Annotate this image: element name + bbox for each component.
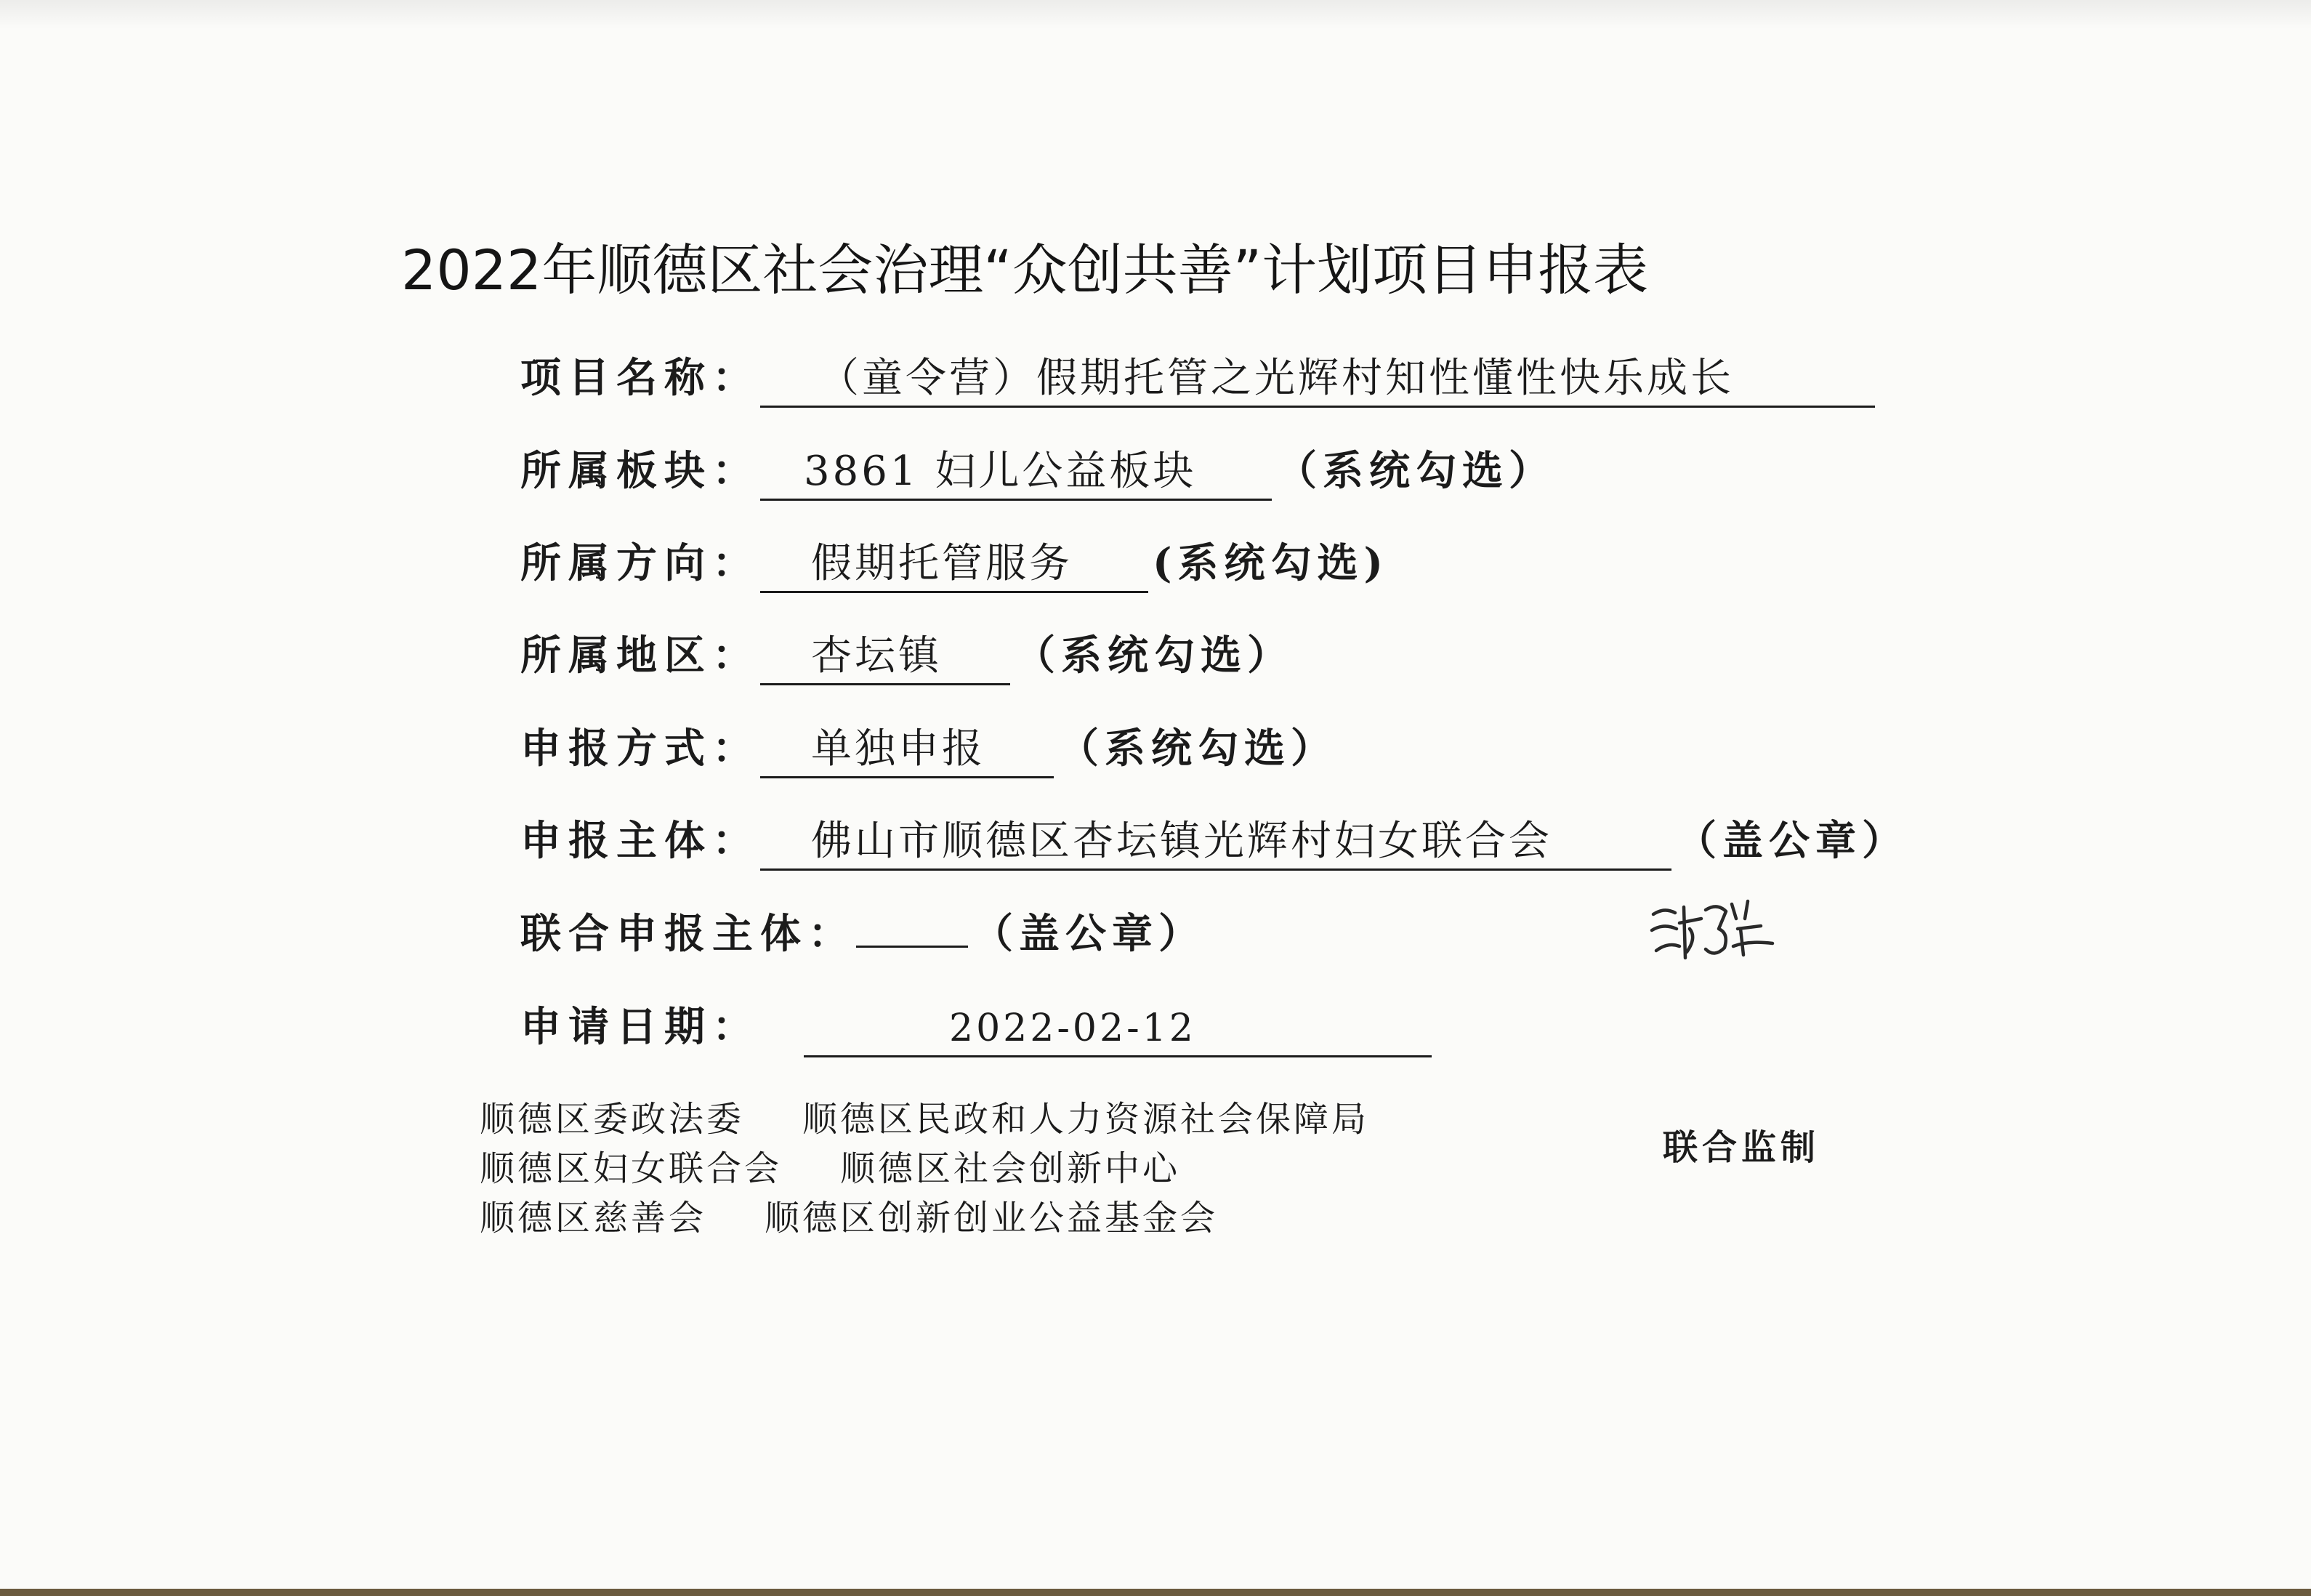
- field-region: [520, 623, 1294, 688]
- field-label: 申报主体：: [520, 817, 760, 865]
- field-note: （系统勾选）: [1015, 632, 1294, 680]
- field-project-name: [520, 345, 1875, 411]
- field-value: 3861 妇儿公益板块: [760, 445, 1272, 501]
- field-label: 项目名称：: [520, 354, 760, 402]
- organization-name: 顺德区委政法委: [480, 1099, 745, 1140]
- field-method: [520, 716, 1337, 781]
- field-note: （系统勾选）: [1276, 447, 1555, 495]
- field-value: 2022-02-12: [804, 1001, 1432, 1057]
- field-direction: [520, 531, 1389, 596]
- scan-edge-bottom: [0, 1589, 2311, 1596]
- field-label: 申请日期：: [520, 1003, 760, 1051]
- field-value: 单独申报: [760, 722, 1054, 778]
- organization-name: 顺德区创新创业公益基金会: [765, 1198, 1219, 1238]
- organizations-line: [480, 1144, 1180, 1193]
- field-value: [856, 902, 968, 948]
- field-label: 所属方向：: [520, 539, 760, 587]
- organization-name: 顺德区社会创新中心: [840, 1148, 1181, 1189]
- field-date: [520, 994, 1432, 1060]
- organizations-line: [480, 1095, 1369, 1144]
- field-label: 申报方式：: [520, 725, 760, 773]
- field-note: （系统勾选）: [1058, 725, 1337, 773]
- field-note: （盖公章）: [972, 910, 1205, 958]
- field-value: 佛山市顺德区杏坛镇光辉村妇女联合会: [760, 815, 1671, 871]
- field-value: 假期托管服务: [760, 537, 1148, 593]
- field-label: 所属板块：: [520, 447, 760, 495]
- field-label: 联合申报主体：: [520, 910, 856, 958]
- field-label: 所属地区：: [520, 632, 760, 680]
- organizations-line: [480, 1193, 1218, 1243]
- organization-name: 顺德区民政和人力资源社会保障局: [802, 1099, 1370, 1140]
- joint-supervision-label: 联合监制: [1663, 1127, 1820, 1168]
- field-section: [520, 438, 1555, 504]
- field-note: （盖公章）: [1676, 817, 1908, 865]
- organization-name: 顺德区妇女联合会: [480, 1148, 783, 1189]
- field-value: 杏坛镇: [760, 629, 1010, 685]
- field-applicant: [520, 808, 1908, 874]
- organization-name: 顺德区慈善会: [480, 1198, 707, 1238]
- scan-edge-shadow: [0, 0, 2311, 29]
- field-value: （童令营）假期托管之光辉村知性懂性快乐成长: [760, 352, 1875, 408]
- field-co-applicant: [520, 901, 1205, 967]
- page-title: 2022年顺德区社会治理“众创共善”计划项目申报表: [401, 238, 1649, 302]
- field-note: (系统勾选): [1153, 539, 1389, 587]
- handwritten-signature: [1639, 885, 1784, 972]
